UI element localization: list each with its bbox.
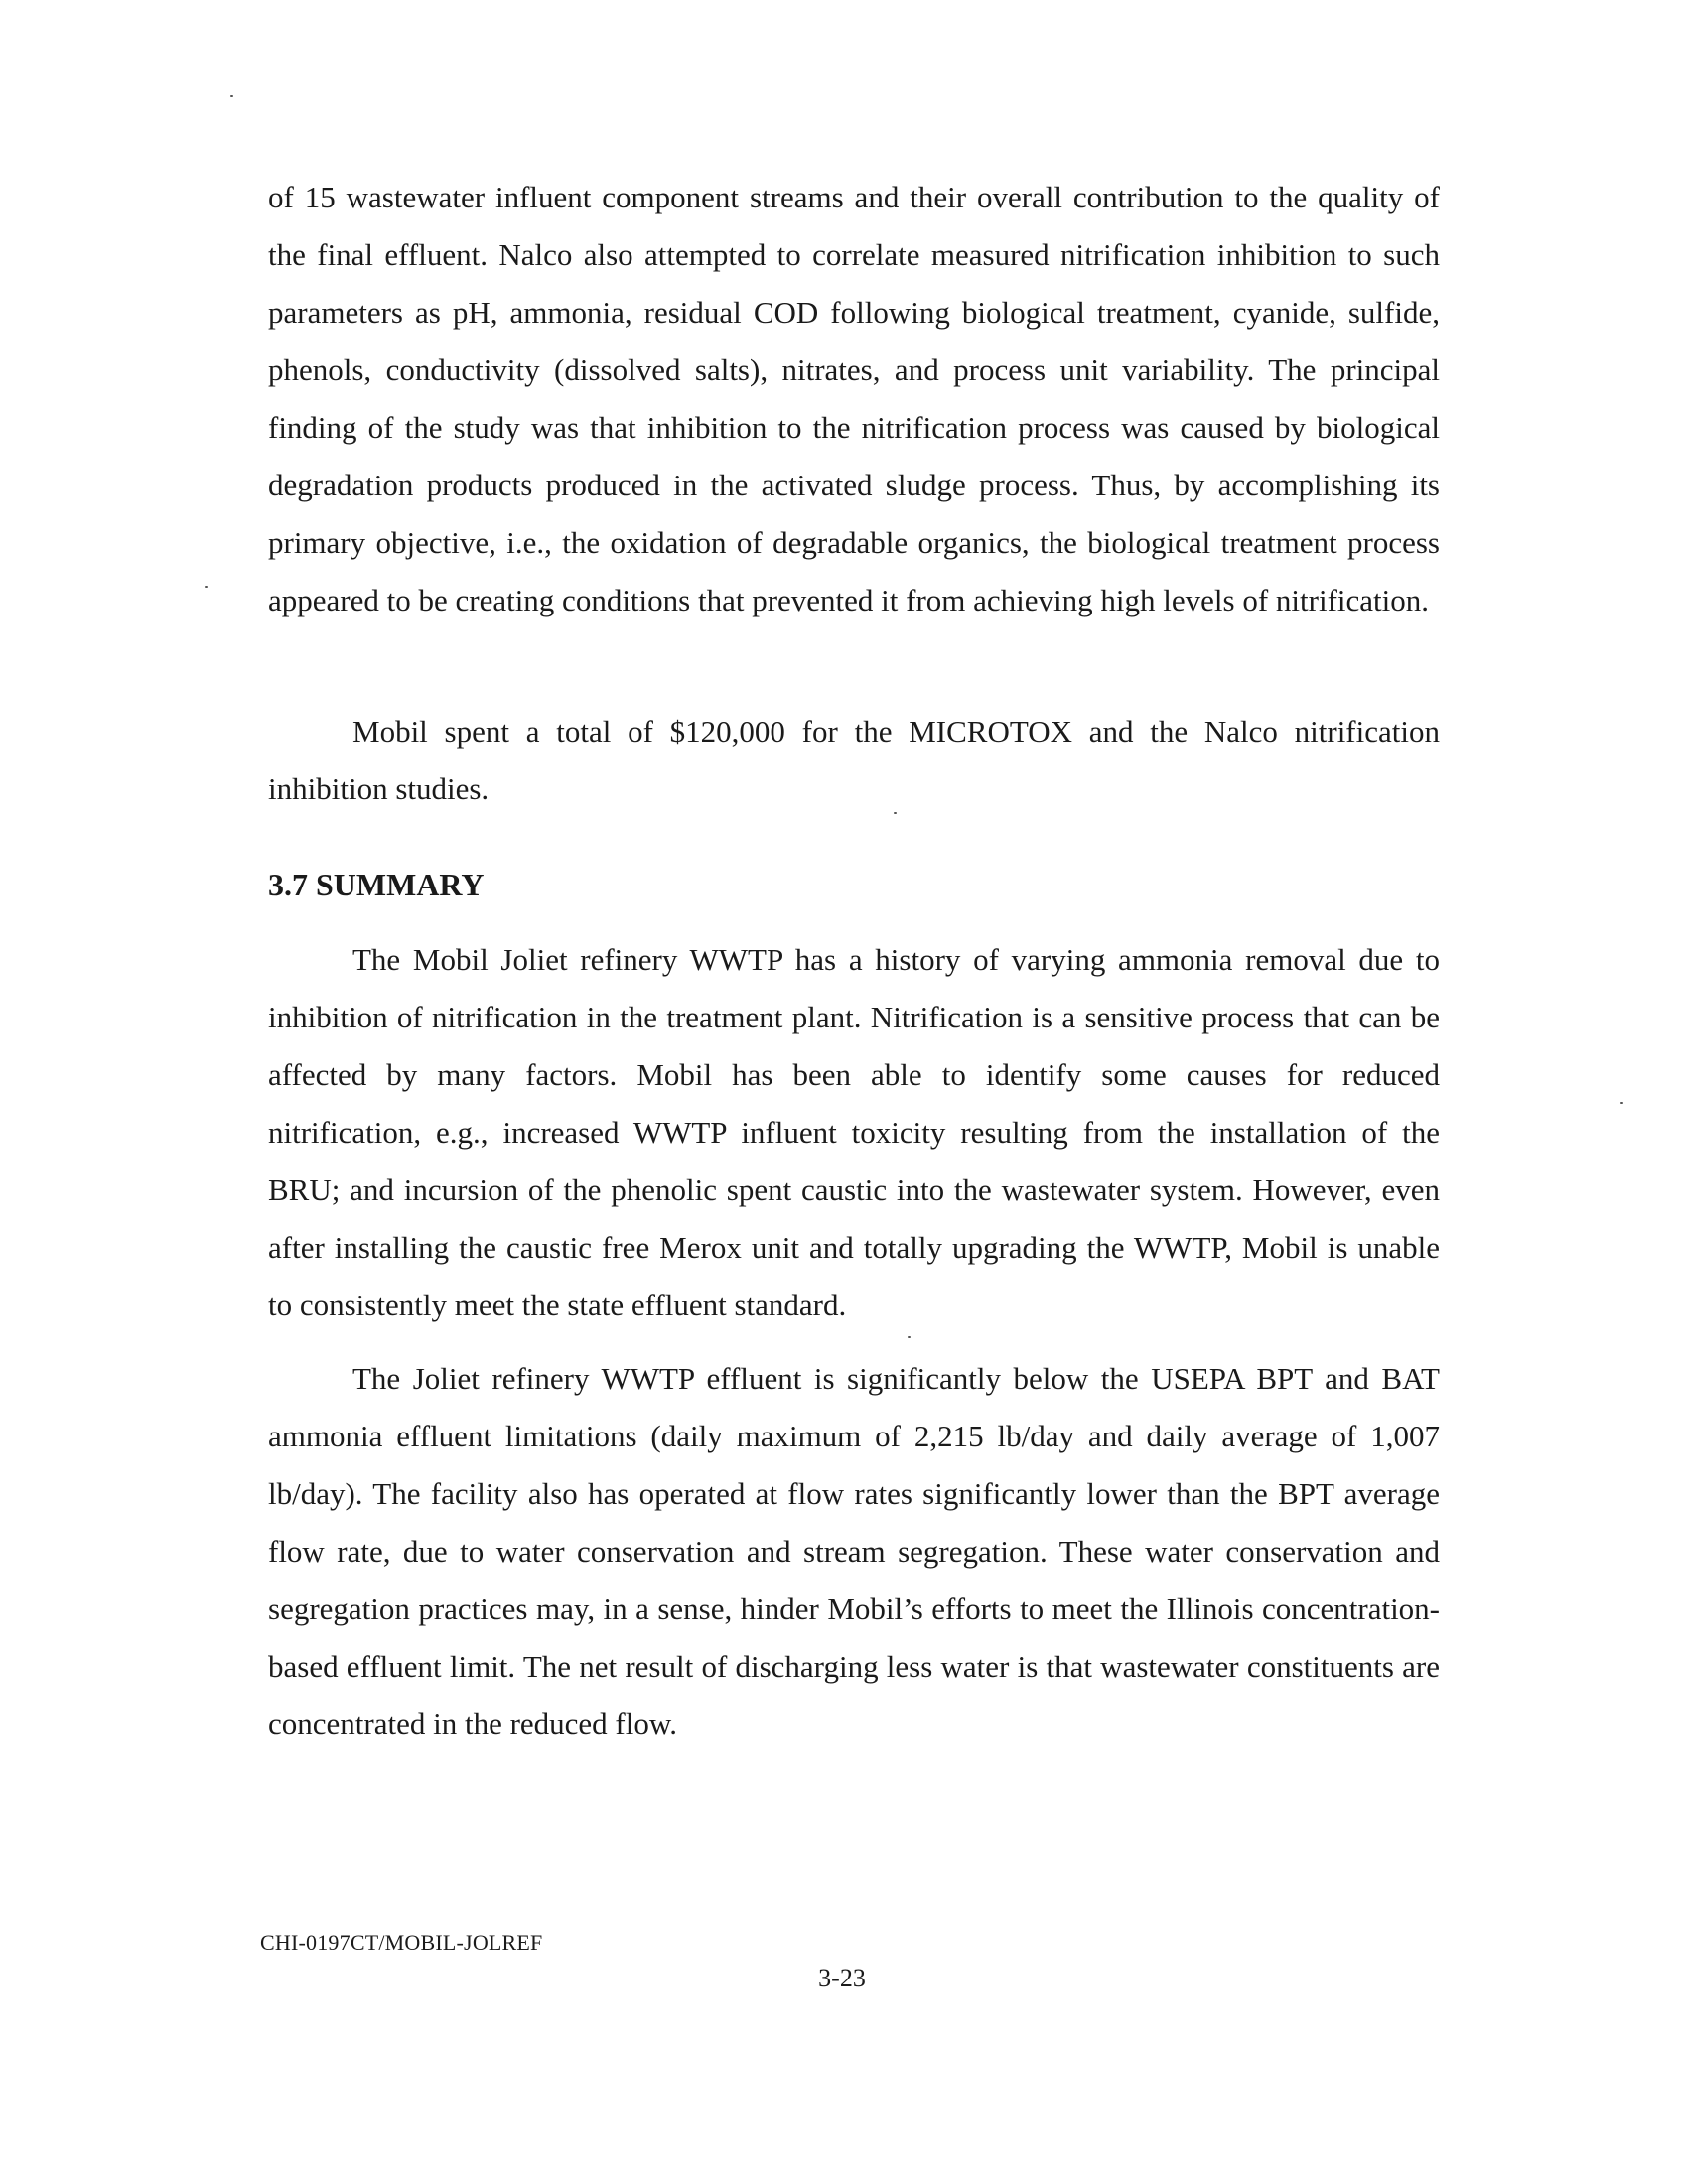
footer-document-id: CHI-0197CT/MOBIL-JOLREF xyxy=(260,1930,543,1955)
scan-speck xyxy=(205,586,208,588)
scan-speck xyxy=(908,1336,911,1338)
section-heading: 3.7 SUMMARY xyxy=(268,867,485,902)
scan-speck xyxy=(1620,1102,1623,1104)
summary-paragraph-block-1 xyxy=(268,931,1440,1334)
body-paragraph: The Mobil Joliet refinery WWTP has a history of varying ammonia removal due to inhibition of nitrification in the treatment plant. Nitrification is a sensitive process that can be affected by many factors. Mobil has been able to identify some causes for reduced nitrification, e.g., increased WWTP influent toxicity resulting from the installation of the BRU; and incursion of the phenolic spent caustic into the wastewater system. However, even after installing the caustic free Merox unit and totally upgrading the WWTP, Mobil is unable to consistently meet the state effluent standard. xyxy=(268,942,1440,1322)
body-paragraph: Mobil spent a total of $120,000 for the MICROTOX and the Nalco nitrification inhibition studies. xyxy=(268,714,1440,806)
cost-paragraph-block xyxy=(268,703,1440,818)
scan-speck xyxy=(230,95,233,97)
page-number: 3-23 xyxy=(818,1964,866,1992)
body-paragraph: of 15 wastewater influent component streams and their overall contribution to the quality of the final effluent. Nalco also attempted to correlate measured nitrification inhibition to such parameters as pH, ammonia, residual COD following biological treatment, cyanide, sulfide, phenols, conductivity (dissolved salts), nitrates, and process unit variability. The principal finding of the study was that inhibition to the nitrification process was caused by biological degradation products produced in the activated sludge process. Thus, by accomplishing its primary objective, i.e., the oxidation of degradable organics, the biological treatment process appeared to be creating conditions that prevented it from achieving high levels of nitrification. xyxy=(268,180,1440,617)
body-paragraph: The Joliet refinery WWTP effluent is significantly below the USEPA BPT and BAT ammonia effluent limitations (daily maximum of 2,215 lb/day and daily average of 1,007 lb/day). The facility also has operated at flow rates significantly lower than the BPT average flow rate, due to water conservation and stream segregation. These water conservation and segregation practices may, in a sense, hinder Mobil’s efforts to meet the Illinois concentration-based effluent limit. The net result of discharging less water is that wastewater constituents are concentrated in the reduced flow. xyxy=(268,1361,1440,1741)
summary-paragraph-block-2 xyxy=(268,1350,1440,1753)
continuation-paragraph-block xyxy=(268,169,1440,629)
